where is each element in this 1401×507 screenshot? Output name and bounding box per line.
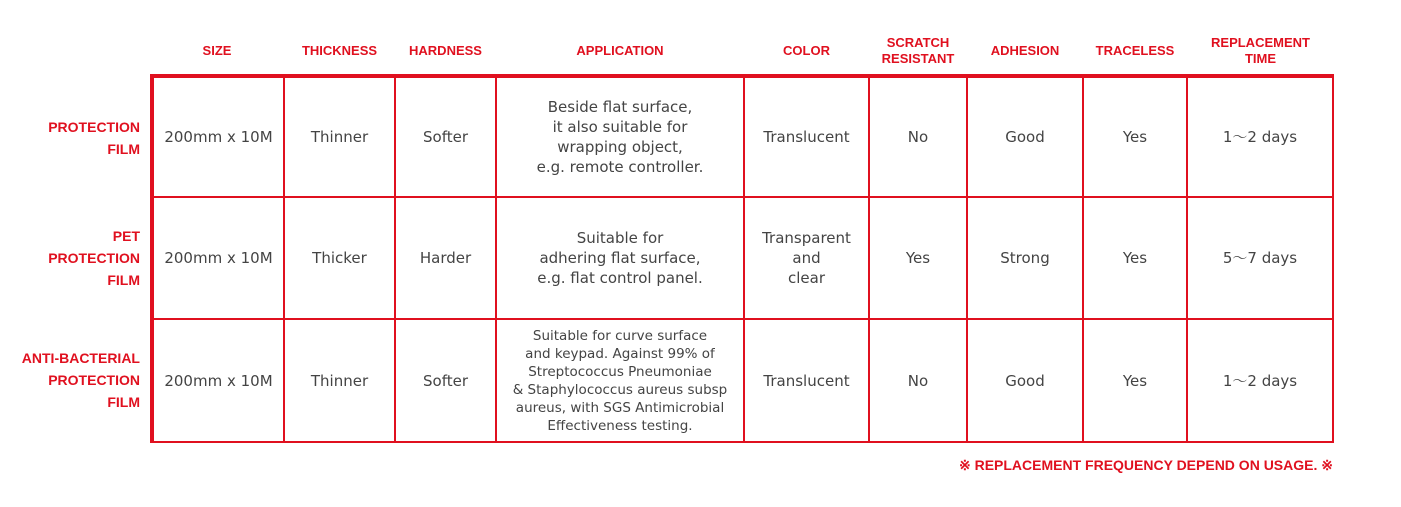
column-header-thickness: THICKNESS: [301, 43, 378, 58]
table-cell-replacement-time: 5～7 days: [1222, 249, 1298, 267]
table-cell-replacement-time: 1～2 days: [1222, 128, 1298, 146]
table-cell-application: Suitable for curve surface and keypad. Against 99% of Streptococcus Pneumoniae & Staphylococcus aureus subsp aureus, with SGS Antimicrobial Effectiveness testing.: [512, 327, 728, 434]
table-cell-traceless: Yes: [1122, 128, 1148, 146]
table-cell-adhesion: Strong: [1000, 249, 1050, 267]
row-header-anti-bacterial-protection-film: ANTI-BACTERIAL PROTECTION FILM: [21, 350, 140, 410]
table-cell-hardness: Harder: [419, 249, 472, 267]
table-cell-size: 200mm x 10M: [164, 249, 273, 267]
table-cell-scratch-resistant: No: [907, 128, 929, 146]
column-header-traceless: TRACELESS: [1095, 43, 1175, 58]
table-cell-traceless: Yes: [1122, 249, 1148, 267]
replacement-frequency-footnote: ※ REPLACEMENT FREQUENCY DEPEND ON USAGE. ※: [958, 457, 1333, 473]
table-cell-thickness: Thinner: [310, 371, 369, 390]
table-cell-thickness: Thinner: [310, 128, 369, 146]
table-cell-scratch-resistant: Yes: [905, 249, 931, 267]
column-header-adhesion: ADHESION: [990, 43, 1060, 58]
table-cell-hardness: Softer: [423, 371, 468, 390]
table-cell-adhesion: Good: [1005, 371, 1045, 390]
table-cell-size: 200mm x 10M: [164, 371, 273, 390]
table-cell-color: Translucent: [763, 371, 850, 390]
table-cell-color: Transparent and clear: [762, 229, 851, 287]
table-cell-application: Suitable for adhering flat surface, e.g. flat control panel.: [537, 229, 703, 287]
column-header-color: COLOR: [783, 43, 830, 58]
column-header-scratch-resistant: SCRATCH RESISTANT: [881, 35, 955, 66]
table-cell-color: Translucent: [763, 128, 850, 146]
column-header-hardness: HARDNESS: [409, 43, 482, 58]
table-cell-scratch-resistant: No: [907, 371, 929, 390]
column-header-size: SIZE: [202, 43, 232, 58]
table-cell-adhesion: Good: [1005, 128, 1045, 146]
comparison-table: [150, 74, 1334, 443]
column-header-application: APPLICATION: [576, 43, 664, 58]
table-cell-application: Beside flat surface, it also suitable for wrapping object, e.g. remote controller.: [536, 98, 704, 176]
table-cell-size: 200mm x 10M: [164, 128, 273, 146]
table-cell-thickness: Thicker: [312, 249, 367, 267]
row-header-protection-film: PROTECTION FILM: [48, 118, 140, 157]
column-header-replacement-time: REPLACEMENT TIME: [1211, 35, 1310, 66]
table-cell-traceless: Yes: [1122, 371, 1148, 390]
table-cell-replacement-time: 1～2 days: [1222, 371, 1298, 390]
row-header-pet-protection-film: PET PROTECTION FILM: [48, 228, 140, 288]
table-cell-hardness: Softer: [423, 128, 468, 146]
